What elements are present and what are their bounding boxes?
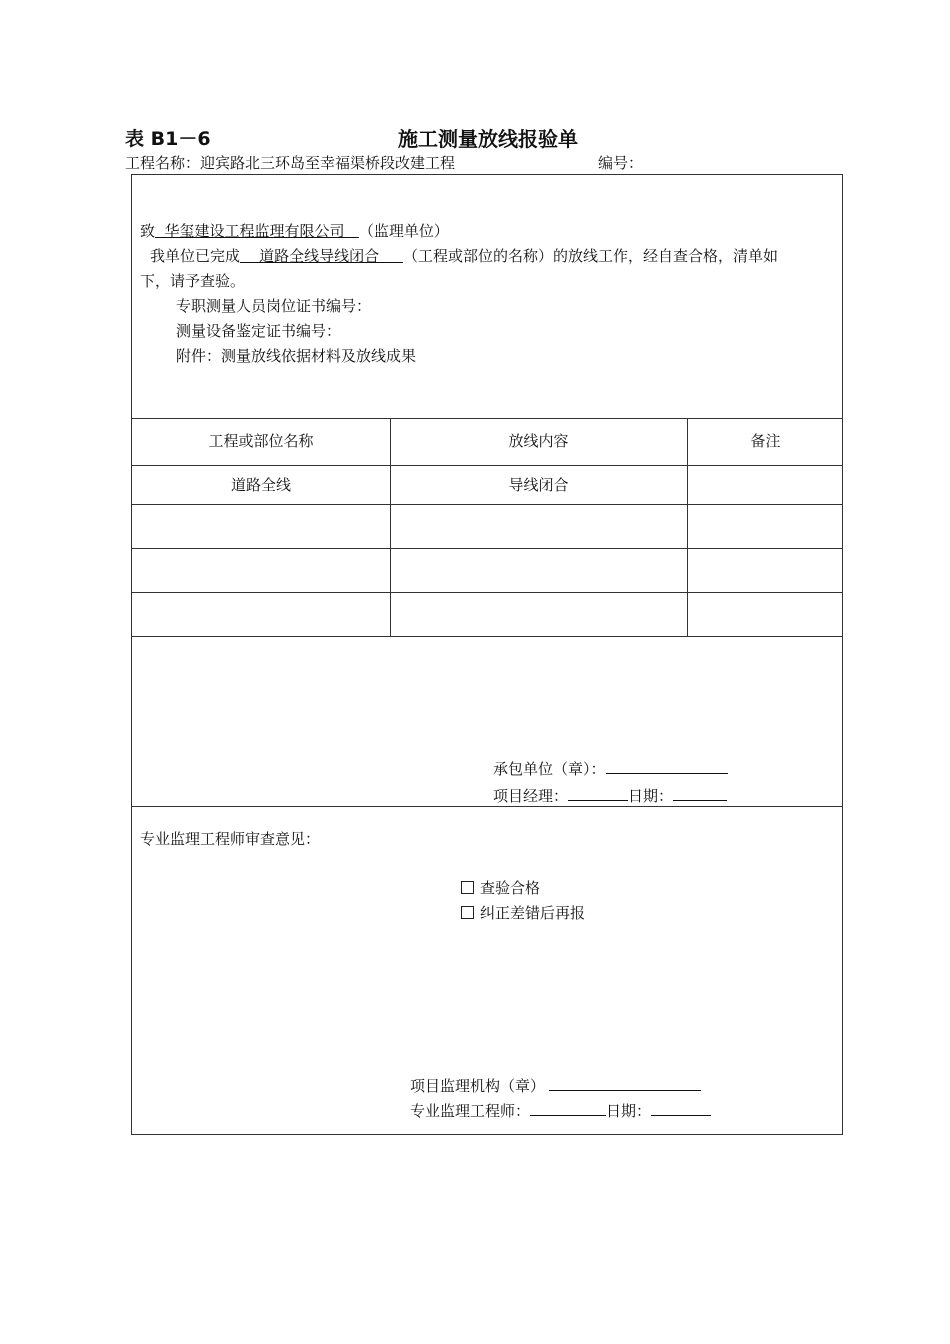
supervision-org-blank[interactable] xyxy=(549,1076,701,1091)
form-frame xyxy=(131,174,843,1135)
attachment-label: 附件：测量放线依据材料及放线成果 xyxy=(176,347,417,365)
option-fix[interactable] xyxy=(461,903,585,923)
table-cell: 导线闭合 xyxy=(508,476,569,494)
divider xyxy=(132,418,842,419)
divider xyxy=(132,465,842,466)
checkbox-icon[interactable] xyxy=(461,881,474,894)
divider xyxy=(132,504,842,505)
divider xyxy=(132,636,842,637)
form-number: 表 B1－6 xyxy=(125,128,211,150)
statement-line-2: 下，请予查验。 xyxy=(140,272,246,290)
addressee-suffix: （监理单位） xyxy=(358,222,449,240)
page-title: 施工测量放线报验单 xyxy=(398,127,578,151)
project-manager-blank[interactable] xyxy=(568,786,628,801)
engineer-label: 专业监理工程师： xyxy=(410,1102,531,1120)
engineer-line xyxy=(410,1101,711,1121)
option-pass-label: 查验合格 xyxy=(480,879,541,897)
surveyor-cert-label: 专职测量人员岗位证书编号： xyxy=(176,297,372,315)
review-date-blank[interactable] xyxy=(651,1101,711,1116)
divider xyxy=(132,806,842,807)
table-header-cell: 工程或部位名称 xyxy=(208,432,314,450)
project-manager-label: 项目经理： xyxy=(493,787,569,805)
table-header-cell: 放线内容 xyxy=(508,432,569,450)
work-name: 道路全线导线闭合 xyxy=(240,247,403,265)
contractor-unit-blank[interactable] xyxy=(606,759,728,774)
statement-line-1 xyxy=(150,246,778,266)
project-manager-line xyxy=(493,786,727,806)
project-name: 工程名称：迎宾路北三环岛至幸福渠桥段改建工程 xyxy=(125,154,456,172)
supervision-org-line xyxy=(410,1076,701,1096)
checkbox-icon[interactable] xyxy=(461,906,474,919)
table-header-cell: 备注 xyxy=(750,432,781,450)
table-cell: 道路全线 xyxy=(230,476,291,494)
supervision-org-label: 项目监理机构（章） xyxy=(410,1077,546,1095)
option-pass[interactable] xyxy=(461,878,540,898)
addressee-prefix: 致 xyxy=(140,222,156,240)
statement-prefix: 我单位已完成 xyxy=(150,247,241,265)
device-cert-label: 测量设备鉴定证书编号： xyxy=(176,322,342,340)
contractor-unit-label: 承包单位（章）： xyxy=(493,760,606,778)
engineer-blank[interactable] xyxy=(530,1101,606,1116)
review-date-label: 日期： xyxy=(606,1102,652,1120)
option-fix-label: 纠正差错后再报 xyxy=(480,904,586,922)
contractor-date-label: 日期： xyxy=(628,787,674,805)
review-opinion-label: 专业监理工程师审查意见： xyxy=(140,830,321,848)
statement-suffix: （工程或部位的名称）的放线工作，经自查合格，清单如 xyxy=(402,247,778,265)
contractor-date-blank[interactable] xyxy=(673,786,727,801)
divider xyxy=(132,592,842,593)
contractor-unit-line xyxy=(493,759,728,779)
supervisor-company: 华玺建设工程监理有限公司 xyxy=(155,222,359,240)
form-serial-label: 编号： xyxy=(598,154,644,172)
divider xyxy=(132,548,842,549)
addressee-line xyxy=(140,221,449,241)
